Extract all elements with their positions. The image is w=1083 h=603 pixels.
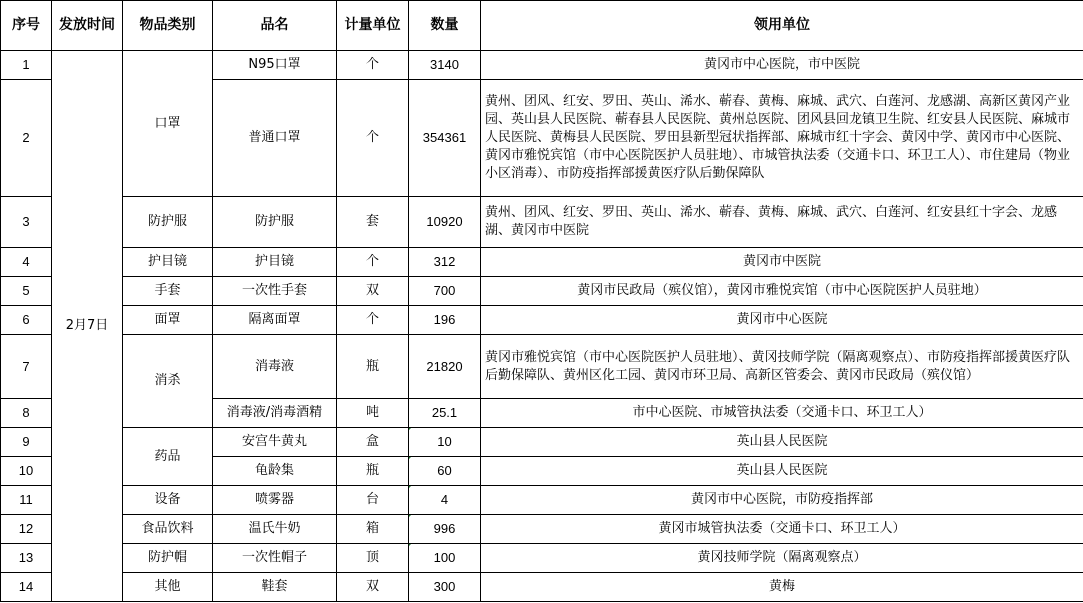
cell-seq: 6 (1, 306, 52, 335)
cell-qty: 10920 (409, 197, 481, 248)
cell-name: 消毒液 (213, 335, 337, 399)
cell-category-cap: 防护帽 (123, 544, 213, 573)
cell-seq: 2 (1, 80, 52, 197)
cell-recipients: 英山县人民医院 (481, 428, 1083, 457)
cell-name: 温氏牛奶 (213, 515, 337, 544)
cell-name: 喷雾器 (213, 486, 337, 515)
cell-unit: 台 (337, 486, 409, 515)
cell-unit: 瓶 (337, 335, 409, 399)
cell-recipients: 黄梅 (481, 573, 1083, 602)
cell-recipients: 英山县人民医院 (481, 457, 1083, 486)
header-seq: 序号 (1, 1, 52, 51)
cell-date: 2月7日 (52, 51, 123, 602)
cell-unit: 个 (337, 248, 409, 277)
cell-seq: 4 (1, 248, 52, 277)
cell-unit: 个 (337, 306, 409, 335)
cell-unit: 箱 (337, 515, 409, 544)
cell-name: 鞋套 (213, 573, 337, 602)
cell-qty: 60 (409, 457, 481, 486)
cell-recipients: 黄州、团风、红安、罗田、英山、浠水、蕲春、黄梅、麻城、武穴、白莲河、龙感湖、高新区黄冈产业园、英山县人民医院、蕲春县人民医院、黄州总医院、团风县回龙镇卫生院、红安县人民医院、麻城市人民医院、黄梅县人民医院、罗田县新型冠状指挥部、麻城市红十字会、黄冈中学、黄冈市中心医院、黄冈市雅悦宾馆（市中心医院医护人员驻地）、市城管执法委（交通卡口、环卫工人）、市住建局（物业小区消毒）、市防疫指挥部援黄医疗队后勤保障队 (481, 80, 1083, 197)
table-row (1, 335, 1083, 399)
cell-qty: 312 (409, 248, 481, 277)
cell-qty: 21820 (409, 335, 481, 399)
cell-name: N95口罩 (213, 51, 337, 80)
cell-category-medicine: 药品 (123, 428, 213, 486)
header-date: 发放时间 (52, 1, 123, 51)
cell-recipients: 黄冈市中心医院，市防疫指挥部 (481, 486, 1083, 515)
table-row (1, 515, 1083, 544)
cell-name: 护目镜 (213, 248, 337, 277)
cell-name: 隔离面罩 (213, 306, 337, 335)
cell-unit: 套 (337, 197, 409, 248)
cell-name: 龟龄集 (213, 457, 337, 486)
cell-seq: 7 (1, 335, 52, 399)
table-row (1, 197, 1083, 248)
cell-recipients: 黄冈市雅悦宾馆（市中心医院医护人员驻地）、黄冈技师学院（隔离观察点）、市防疫指挥部援黄医疗队后勤保障队、黄州区化工园、黄冈市环卫局、高新区管委会、黄冈市民政局（殡仪馆） (481, 335, 1083, 399)
header-name: 品名 (213, 1, 337, 51)
cell-qty: 3140 (409, 51, 481, 80)
cell-qty: 4 (409, 486, 481, 515)
cell-seq: 10 (1, 457, 52, 486)
table-row (1, 486, 1083, 515)
cell-qty: 354361 (409, 80, 481, 197)
header-unit: 计量单位 (337, 1, 409, 51)
table-row (1, 248, 1083, 277)
table-row (1, 51, 1083, 80)
cell-seq: 9 (1, 428, 52, 457)
cell-qty: 300 (409, 573, 481, 602)
cell-name: 一次性手套 (213, 277, 337, 306)
cell-name: 消毒液/消毒酒精 (213, 399, 337, 428)
cell-recipients: 黄冈技师学院（隔离观察点） (481, 544, 1083, 573)
header-recipients: 领用单位 (481, 1, 1083, 51)
cell-qty: 196 (409, 306, 481, 335)
header-row (1, 1, 1083, 51)
cell-recipients: 黄冈市中医院 (481, 248, 1083, 277)
table-row (1, 306, 1083, 335)
cell-seq: 13 (1, 544, 52, 573)
cell-category-faceshield: 面罩 (123, 306, 213, 335)
cell-unit: 吨 (337, 399, 409, 428)
header-category: 物品类别 (123, 1, 213, 51)
cell-category-other: 其他 (123, 573, 213, 602)
cell-recipients: 黄冈市中心医院 (481, 306, 1083, 335)
cell-unit: 瓶 (337, 457, 409, 486)
cell-seq: 12 (1, 515, 52, 544)
cell-unit: 双 (337, 573, 409, 602)
cell-category-food: 食品饮料 (123, 515, 213, 544)
cell-name: 安宫牛黄丸 (213, 428, 337, 457)
cell-seq: 3 (1, 197, 52, 248)
cell-unit: 个 (337, 51, 409, 80)
cell-seq: 8 (1, 399, 52, 428)
header-qty: 数量 (409, 1, 481, 51)
table-row (1, 544, 1083, 573)
cell-qty: 700 (409, 277, 481, 306)
cell-category-suits: 防护服 (123, 197, 213, 248)
cell-recipients: 市中心医院、市城管执法委（交通卡口、环卫工人） (481, 399, 1083, 428)
table-row (1, 573, 1083, 602)
cell-qty: 10 (409, 428, 481, 457)
cell-recipients: 黄州、团风、红安、罗田、英山、浠水、蕲春、黄梅、麻城、武穴、白莲河、红安县红十字会、龙感湖、黄冈市中医院 (481, 197, 1083, 248)
table-row (1, 428, 1083, 457)
cell-unit: 双 (337, 277, 409, 306)
cell-seq: 1 (1, 51, 52, 80)
table-row (1, 277, 1083, 306)
cell-qty: 25.1 (409, 399, 481, 428)
cell-name: 防护服 (213, 197, 337, 248)
cell-recipients: 黄冈市民政局（殡仪馆），黄冈市雅悦宾馆（市中心医院医护人员驻地） (481, 277, 1083, 306)
cell-category-masks: 口罩 (123, 51, 213, 197)
cell-seq: 14 (1, 573, 52, 602)
cell-category-equipment: 设备 (123, 486, 213, 515)
cell-recipients: 黄冈市城管执法委（交通卡口、环卫工人） (481, 515, 1083, 544)
cell-category-goggles: 护目镜 (123, 248, 213, 277)
cell-seq: 11 (1, 486, 52, 515)
cell-unit: 顶 (337, 544, 409, 573)
cell-unit: 盒 (337, 428, 409, 457)
cell-name: 普通口罩 (213, 80, 337, 197)
cell-name: 一次性帽子 (213, 544, 337, 573)
cell-qty: 996 (409, 515, 481, 544)
cell-recipients: 黄冈市中心医院，市中医院 (481, 51, 1083, 80)
cell-qty: 100 (409, 544, 481, 573)
cell-unit: 个 (337, 80, 409, 197)
cell-seq: 5 (1, 277, 52, 306)
cell-category-disinfect: 消杀 (123, 335, 213, 428)
cell-category-gloves: 手套 (123, 277, 213, 306)
